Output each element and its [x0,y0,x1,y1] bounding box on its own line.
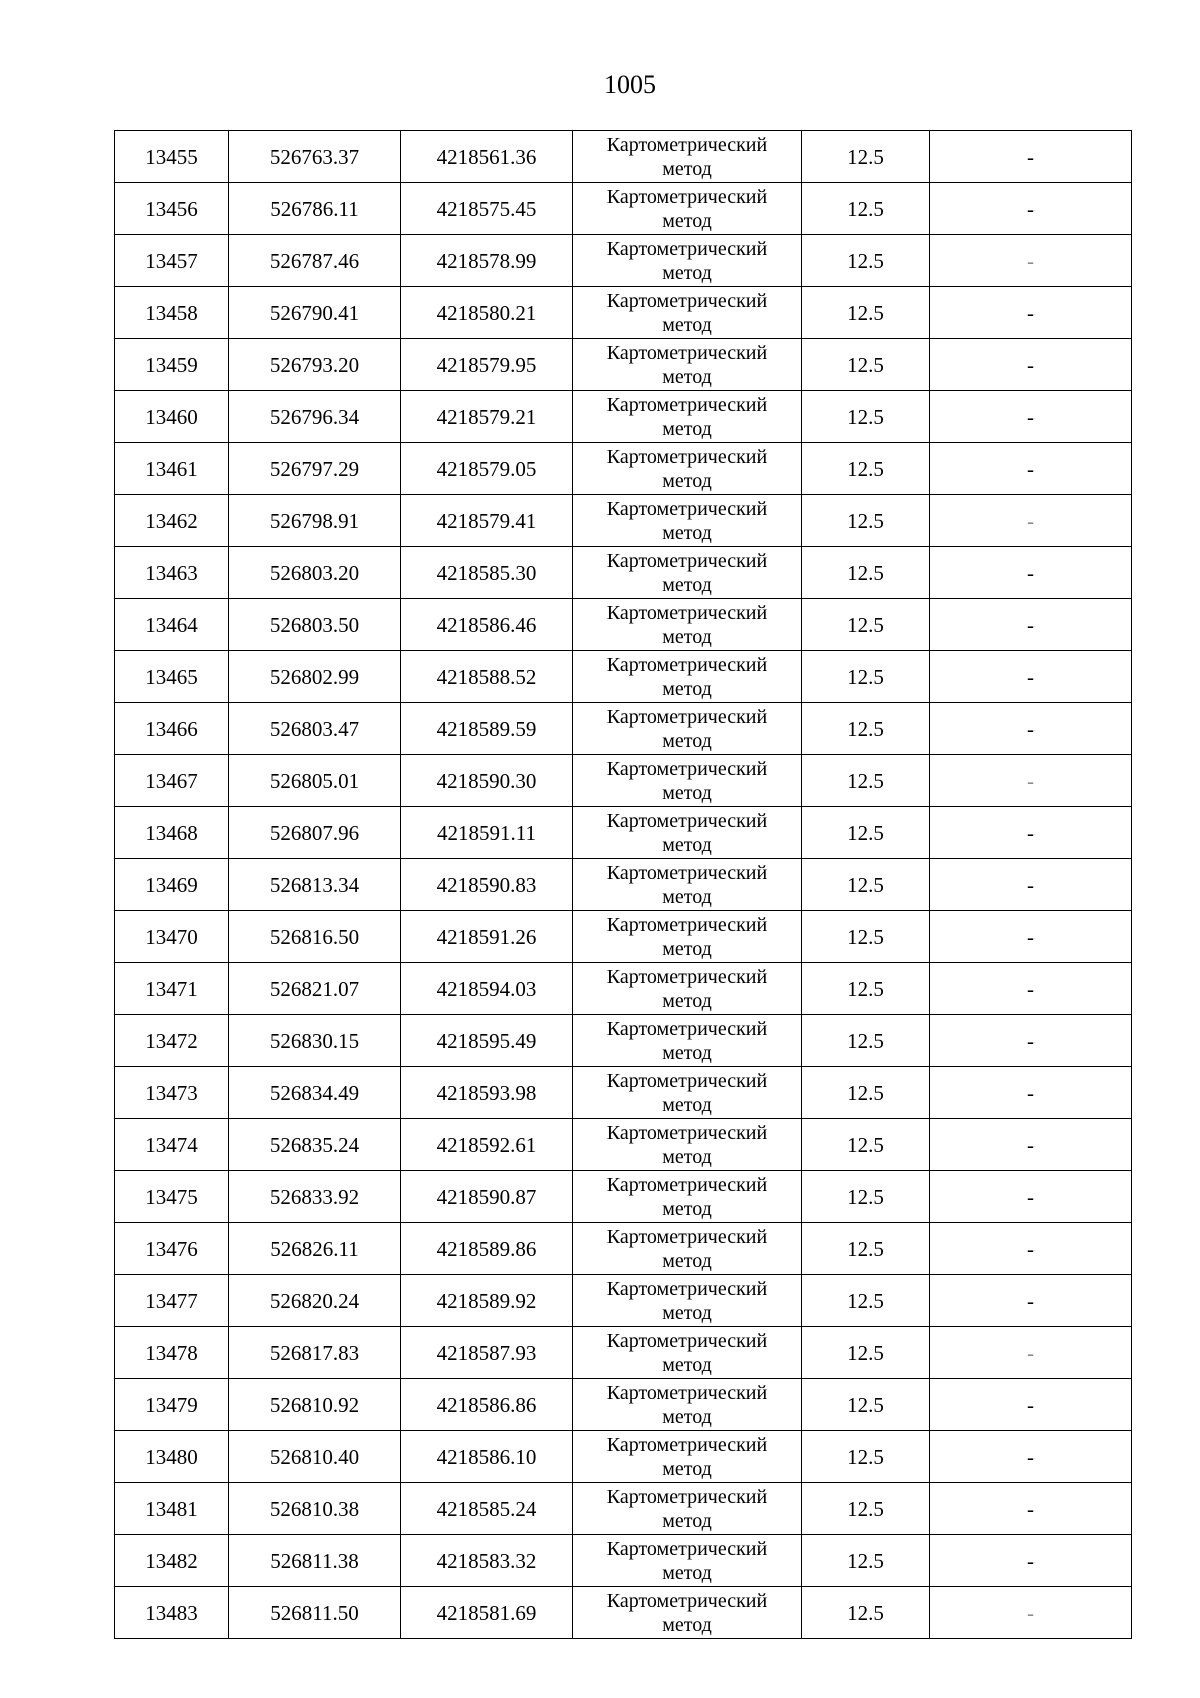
y-coordinate-cell: 4218587.93 [401,1327,573,1379]
x-coordinate-cell: 526821.07 [229,963,401,1015]
method-line-1: Картометрический [606,237,768,260]
x-coordinate-cell: 526803.20 [229,547,401,599]
method-line-1: Картометрический [606,705,768,728]
point-number-cell: 13475 [115,1171,229,1223]
accuracy-cell: 12.5 [802,443,930,495]
accuracy-cell: 12.5 [802,1067,930,1119]
point-number-cell: 13463 [115,547,229,599]
y-coordinate-cell: 4218578.99 [401,235,573,287]
accuracy-cell: 12.5 [802,547,930,599]
method-cell [573,703,802,755]
point-number-cell: 13459 [115,339,229,391]
accuracy-cell: 12.5 [802,703,930,755]
point-number-cell: 13461 [115,443,229,495]
method-cell [573,1067,802,1119]
method-cell [573,1379,802,1431]
method-line-2: метод [662,365,712,388]
x-coordinate-cell: 526802.99 [229,651,401,703]
point-number-cell: 13455 [115,131,229,183]
y-coordinate-cell: 4218575.45 [401,183,573,235]
x-coordinate-cell: 526810.92 [229,1379,401,1431]
method-line-1: Картометрический [606,445,768,468]
accuracy-cell: 12.5 [802,1119,930,1171]
method-cell [573,963,802,1015]
method-line-1: Картометрический [606,393,768,416]
table-row [115,443,1132,495]
point-number-cell: 13466 [115,703,229,755]
note-cell: - [930,1535,1132,1587]
table-row [115,859,1132,911]
y-coordinate-cell: 4218585.30 [401,547,573,599]
accuracy-cell: 12.5 [802,755,930,807]
method-line-2: метод [662,417,712,440]
note-cell: - [930,755,1132,807]
note-cell: - [930,1431,1132,1483]
y-coordinate-cell: 4218589.59 [401,703,573,755]
x-coordinate-cell: 526833.92 [229,1171,401,1223]
y-coordinate-cell: 4218590.30 [401,755,573,807]
accuracy-cell: 12.5 [802,495,930,547]
method-line-2: метод [662,521,712,544]
y-coordinate-cell: 4218590.83 [401,859,573,911]
point-number-cell: 13467 [115,755,229,807]
table-row [115,1067,1132,1119]
x-coordinate-cell: 526830.15 [229,1015,401,1067]
point-number-cell: 13469 [115,859,229,911]
y-coordinate-cell: 4218581.69 [401,1587,573,1639]
method-line-1: Картометрический [606,1017,768,1040]
method-line-2: метод [662,1197,712,1220]
note-cell: - [930,1327,1132,1379]
note-cell: - [930,391,1132,443]
point-number-cell: 13482 [115,1535,229,1587]
table-row [115,599,1132,651]
method-line-2: метод [662,1249,712,1272]
point-number-cell: 13472 [115,1015,229,1067]
method-line-2: метод [662,937,712,960]
table-row [115,287,1132,339]
y-coordinate-cell: 4218561.36 [401,131,573,183]
accuracy-cell: 12.5 [802,963,930,1015]
note-cell: - [930,911,1132,963]
table-row [115,1587,1132,1639]
method-cell [573,131,802,183]
method-line-1: Картометрический [606,601,768,624]
page-number: 1005 [604,70,656,99]
method-cell [573,1015,802,1067]
method-line-1: Картометрический [606,1485,768,1508]
method-cell [573,1119,802,1171]
method-line-1: Картометрический [606,1069,768,1092]
accuracy-cell: 12.5 [802,287,930,339]
note-cell: - [930,859,1132,911]
method-line-2: метод [662,1405,712,1428]
accuracy-cell: 12.5 [802,807,930,859]
point-number-cell: 13464 [115,599,229,651]
accuracy-cell: 12.5 [802,1483,930,1535]
table-row [115,1379,1132,1431]
point-number-cell: 13473 [115,1067,229,1119]
method-line-2: метод [662,989,712,1012]
method-line-2: метод [662,573,712,596]
method-line-2: метод [662,729,712,752]
method-line-2: метод [662,157,712,180]
note-cell: - [930,1483,1132,1535]
point-number-cell: 13468 [115,807,229,859]
y-coordinate-cell: 4218579.41 [401,495,573,547]
method-cell [573,1275,802,1327]
method-line-1: Картометрический [606,133,768,156]
method-cell [573,1327,802,1379]
accuracy-cell: 12.5 [802,235,930,287]
point-number-cell: 13465 [115,651,229,703]
table-row [115,339,1132,391]
point-number-cell: 13481 [115,1483,229,1535]
accuracy-cell: 12.5 [802,339,930,391]
method-cell [573,495,802,547]
note-cell: - [930,339,1132,391]
y-coordinate-cell: 4218586.46 [401,599,573,651]
coordinates-table-body [115,131,1132,1639]
method-line-2: метод [662,261,712,284]
method-line-1: Картометрический [606,861,768,884]
y-coordinate-cell: 4218588.52 [401,651,573,703]
table-row [115,1171,1132,1223]
method-cell [573,1431,802,1483]
method-cell [573,755,802,807]
x-coordinate-cell: 526797.29 [229,443,401,495]
accuracy-cell: 12.5 [802,1015,930,1067]
y-coordinate-cell: 4218579.21 [401,391,573,443]
x-coordinate-cell: 526787.46 [229,235,401,287]
accuracy-cell: 12.5 [802,391,930,443]
note-cell: - [930,495,1132,547]
x-coordinate-cell: 526834.49 [229,1067,401,1119]
method-cell [573,1535,802,1587]
method-line-1: Картометрический [606,497,768,520]
method-line-2: метод [662,1041,712,1064]
note-cell: - [930,443,1132,495]
x-coordinate-cell: 526793.20 [229,339,401,391]
method-line-2: метод [662,469,712,492]
point-number-cell: 13480 [115,1431,229,1483]
method-line-2: метод [662,209,712,232]
point-number-cell: 13471 [115,963,229,1015]
note-cell: - [930,183,1132,235]
method-line-2: метод [662,1457,712,1480]
x-coordinate-cell: 526798.91 [229,495,401,547]
accuracy-cell: 12.5 [802,1223,930,1275]
y-coordinate-cell: 4218591.11 [401,807,573,859]
x-coordinate-cell: 526816.50 [229,911,401,963]
x-coordinate-cell: 526763.37 [229,131,401,183]
note-cell: - [930,1015,1132,1067]
method-line-1: Картометрический [606,653,768,676]
accuracy-cell: 12.5 [802,1431,930,1483]
accuracy-cell: 12.5 [802,1379,930,1431]
table-row [115,1119,1132,1171]
x-coordinate-cell: 526803.50 [229,599,401,651]
method-cell [573,1171,802,1223]
table-row [115,1431,1132,1483]
method-line-2: метод [662,313,712,336]
method-cell [573,651,802,703]
note-cell: - [930,1587,1132,1639]
x-coordinate-cell: 526811.38 [229,1535,401,1587]
method-cell [573,391,802,443]
method-line-1: Картометрический [606,1381,768,1404]
y-coordinate-cell: 4218592.61 [401,1119,573,1171]
point-number-cell: 13476 [115,1223,229,1275]
accuracy-cell: 12.5 [802,651,930,703]
method-line-2: метод [662,781,712,804]
accuracy-cell: 12.5 [802,859,930,911]
point-number-cell: 13479 [115,1379,229,1431]
method-cell [573,807,802,859]
x-coordinate-cell: 526807.96 [229,807,401,859]
y-coordinate-cell: 4218595.49 [401,1015,573,1067]
point-number-cell: 13470 [115,911,229,963]
note-cell: - [930,287,1132,339]
point-number-cell: 13460 [115,391,229,443]
note-cell: - [930,235,1132,287]
method-line-1: Картометрический [606,185,768,208]
accuracy-cell: 12.5 [802,1587,930,1639]
x-coordinate-cell: 526786.11 [229,183,401,235]
table-row [115,1327,1132,1379]
accuracy-cell: 12.5 [802,131,930,183]
point-number-cell: 13462 [115,495,229,547]
method-line-1: Картометрический [606,1433,768,1456]
x-coordinate-cell: 526813.34 [229,859,401,911]
method-line-1: Картометрический [606,1589,768,1612]
y-coordinate-cell: 4218594.03 [401,963,573,1015]
note-cell: - [930,807,1132,859]
table-row [115,755,1132,807]
x-coordinate-cell: 526820.24 [229,1275,401,1327]
x-coordinate-cell: 526790.41 [229,287,401,339]
y-coordinate-cell: 4218583.32 [401,1535,573,1587]
y-coordinate-cell: 4218593.98 [401,1067,573,1119]
method-line-1: Картометрический [606,1173,768,1196]
method-cell [573,235,802,287]
note-cell: - [930,1119,1132,1171]
method-line-2: метод [662,677,712,700]
x-coordinate-cell: 526796.34 [229,391,401,443]
accuracy-cell: 12.5 [802,599,930,651]
table-row [115,391,1132,443]
method-line-1: Картометрический [606,341,768,364]
table-row [115,547,1132,599]
method-line-2: метод [662,1093,712,1116]
method-line-1: Картометрический [606,289,768,312]
table-row [115,131,1132,183]
method-line-1: Картометрический [606,1537,768,1560]
x-coordinate-cell: 526811.50 [229,1587,401,1639]
x-coordinate-cell: 526826.11 [229,1223,401,1275]
method-cell [573,443,802,495]
note-cell: - [930,703,1132,755]
table-row [115,651,1132,703]
accuracy-cell: 12.5 [802,911,930,963]
method-cell [573,599,802,651]
method-line-2: метод [662,1145,712,1168]
point-number-cell: 13474 [115,1119,229,1171]
method-line-1: Картометрический [606,1121,768,1144]
accuracy-cell: 12.5 [802,183,930,235]
table-row [115,1015,1132,1067]
note-cell: - [930,547,1132,599]
table-row [115,1275,1132,1327]
point-number-cell: 13477 [115,1275,229,1327]
method-cell [573,859,802,911]
table-row [115,1223,1132,1275]
point-number-cell: 13478 [115,1327,229,1379]
point-number-cell: 13456 [115,183,229,235]
y-coordinate-cell: 4218590.87 [401,1171,573,1223]
method-cell [573,911,802,963]
y-coordinate-cell: 4218586.86 [401,1379,573,1431]
table-row [115,183,1132,235]
method-line-2: метод [662,1509,712,1532]
method-cell [573,1223,802,1275]
point-number-cell: 13458 [115,287,229,339]
table-row [115,495,1132,547]
x-coordinate-cell: 526805.01 [229,755,401,807]
method-line-2: метод [662,1613,712,1636]
y-coordinate-cell: 4218589.86 [401,1223,573,1275]
method-line-2: метод [662,1561,712,1584]
note-cell: - [930,1275,1132,1327]
note-cell: - [930,131,1132,183]
note-cell: - [930,963,1132,1015]
method-cell [573,183,802,235]
x-coordinate-cell: 526835.24 [229,1119,401,1171]
method-line-2: метод [662,625,712,648]
y-coordinate-cell: 4218589.92 [401,1275,573,1327]
note-cell: - [930,1171,1132,1223]
table-row [115,703,1132,755]
method-cell [573,547,802,599]
y-coordinate-cell: 4218579.05 [401,443,573,495]
table-row [115,1535,1132,1587]
method-line-1: Картометрический [606,757,768,780]
note-cell: - [930,1379,1132,1431]
note-cell: - [930,599,1132,651]
y-coordinate-cell: 4218579.95 [401,339,573,391]
y-coordinate-cell: 4218586.10 [401,1431,573,1483]
method-line-2: метод [662,1301,712,1324]
method-line-1: Картометрический [606,549,768,572]
method-cell [573,1483,802,1535]
note-cell: - [930,651,1132,703]
method-line-1: Картометрический [606,1329,768,1352]
note-cell: - [930,1223,1132,1275]
method-line-2: метод [662,885,712,908]
x-coordinate-cell: 526810.38 [229,1483,401,1535]
table-row [115,1483,1132,1535]
x-coordinate-cell: 526803.47 [229,703,401,755]
y-coordinate-cell: 4218585.24 [401,1483,573,1535]
x-coordinate-cell: 526810.40 [229,1431,401,1483]
method-line-1: Картометрический [606,965,768,988]
method-cell [573,339,802,391]
method-line-2: метод [662,1353,712,1376]
accuracy-cell: 12.5 [802,1535,930,1587]
coordinates-table [114,130,1132,1639]
accuracy-cell: 12.5 [802,1275,930,1327]
method-line-1: Картометрический [606,1225,768,1248]
y-coordinate-cell: 4218580.21 [401,287,573,339]
note-cell: - [930,1067,1132,1119]
table-row [115,807,1132,859]
method-line-2: метод [662,833,712,856]
method-line-1: Картометрический [606,913,768,936]
x-coordinate-cell: 526817.83 [229,1327,401,1379]
table-row [115,963,1132,1015]
method-cell [573,1587,802,1639]
y-coordinate-cell: 4218591.26 [401,911,573,963]
accuracy-cell: 12.5 [802,1327,930,1379]
point-number-cell: 13457 [115,235,229,287]
method-line-1: Картометрический [606,1277,768,1300]
table-row [115,235,1132,287]
table-row [115,911,1132,963]
method-line-1: Картометрический [606,809,768,832]
method-cell [573,287,802,339]
point-number-cell: 13483 [115,1587,229,1639]
accuracy-cell: 12.5 [802,1171,930,1223]
